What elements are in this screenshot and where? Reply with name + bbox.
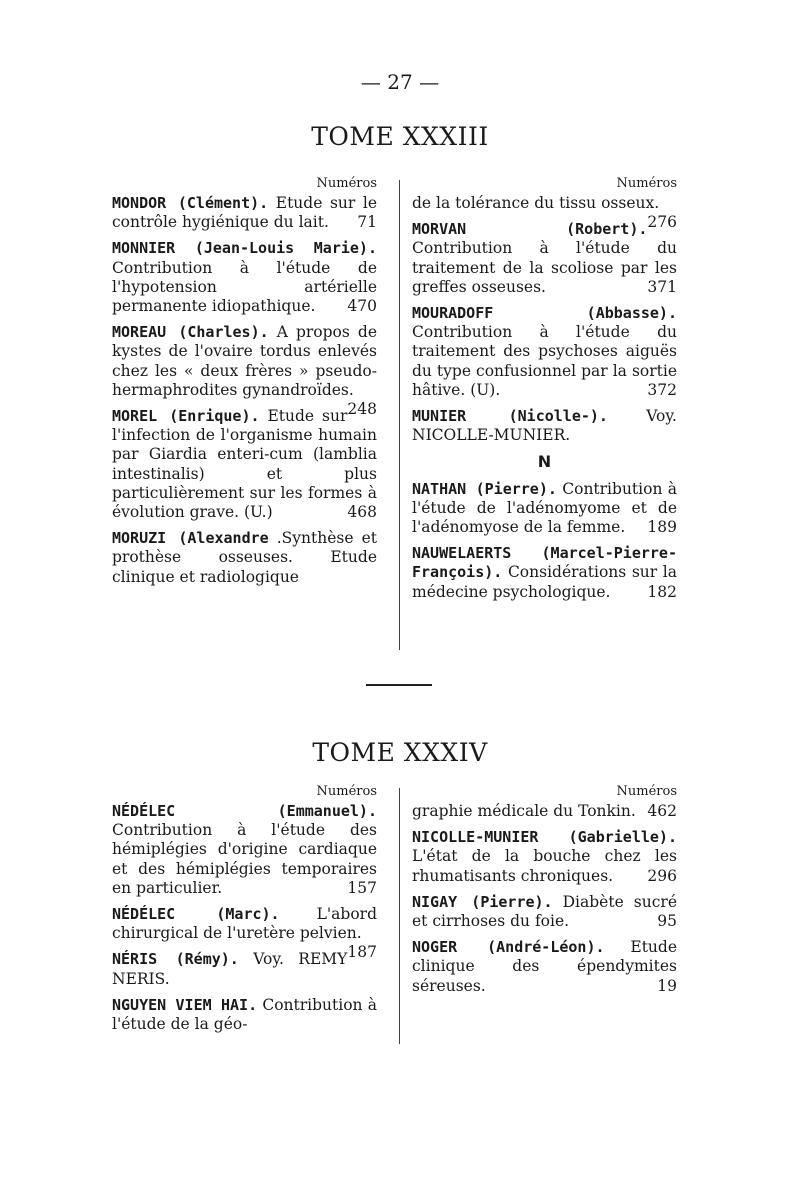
entry-author: NÉDÉLEC (Marc). (112, 905, 280, 924)
entry-number: 470 (347, 297, 377, 316)
column-right-tome-34 (412, 784, 677, 1003)
column-right-tome-33 (412, 176, 677, 609)
entry-number: 372 (647, 380, 677, 399)
entry-title: .Synthèse et prothèse osseuses. Etude clinique et radiologique (112, 529, 377, 586)
entry-author: MOURADOFF (Abbasse). (412, 304, 677, 323)
entry-number: 187 (347, 943, 377, 962)
index-entry (412, 480, 677, 538)
entry-title: Voy. REMY NERIS. (112, 950, 348, 988)
entry-number: 182 (647, 582, 677, 601)
entry-number: 157 (347, 878, 377, 897)
index-entry (112, 529, 377, 587)
entry-title: Etude sur le contrôle hygiénique du lait. (112, 194, 377, 232)
column-header: Numéros (616, 784, 677, 799)
column-divider (399, 788, 400, 1044)
entry-title: Voy. NICOLLE-MUNIER. (412, 407, 677, 445)
entry-number: 296 (647, 866, 677, 885)
entry-title: A propos de kystes de l'ovaire tordus enlevés chez les « deux frères » pseudo-hermaphrodites gynandroïdes. (112, 323, 377, 399)
entry-title: Contribution à l'étude de la géo- (112, 995, 377, 1034)
entry-number: 371 (647, 277, 677, 296)
entry-title: L'abord chirurgical de l'uretère pelvien. (112, 905, 377, 943)
section-title-tome-33: TOME XXXIII (311, 122, 489, 151)
entry-title: de la tolérance du tissu osseux. (412, 194, 660, 212)
index-entry (412, 938, 677, 996)
entry-author: NGUYEN VIEM HAI. (112, 995, 258, 1014)
entry-author: MOREL (Enrique). (112, 407, 260, 426)
entry-number: 248 (347, 400, 377, 419)
entry-author: NATHAN (Pierre). (412, 479, 557, 498)
index-entry (412, 304, 677, 400)
index-entry (412, 407, 677, 445)
index-entry (112, 802, 377, 898)
section-title-tome-34: TOME XXXIV (312, 738, 488, 767)
entry-author: NOGER (André-Léon). (412, 938, 605, 957)
page-number: — 27 — (360, 70, 440, 94)
entry-number: 19 (657, 976, 677, 995)
entry-author: NICOLLE-MUNIER (Gabrielle). (412, 828, 677, 847)
letter-heading-n: N (537, 452, 552, 472)
entry-title: L'état de la bouche chez les rhumatisants chroniques. (412, 847, 677, 885)
index-entry (112, 996, 377, 1034)
index-entry (112, 407, 377, 522)
entry-title: graphie médicale du Tonkin. (412, 802, 636, 820)
column-left-tome-34 (112, 784, 377, 1041)
entry-title: Contribution à l'étude de l'adénomyome et de l'adénomyose de la femme. (412, 479, 677, 537)
entry-author: MONNIER (Jean-Louis Marie). (112, 239, 377, 258)
column-header: Numéros (616, 176, 677, 191)
section-separator (366, 684, 432, 686)
index-entry (412, 893, 677, 931)
entry-number: 189 (647, 518, 677, 537)
entry-author: MORVAN (Robert). (412, 220, 648, 239)
entry-author: MORUZI (Alexandre (112, 529, 269, 548)
entry-number: 71 (357, 213, 377, 232)
entry-number: 276 (647, 213, 677, 232)
entry-author: NÉDÉLEC (Emmanuel). (112, 802, 377, 820)
index-entry (412, 802, 677, 821)
index-entry (412, 220, 677, 297)
index-entry (112, 950, 377, 988)
entry-author: MUNIER (Nicolle-). (412, 407, 608, 426)
column-header: Numéros (316, 784, 377, 799)
entry-title: Diabète sucré et cirrhoses du foie. (412, 892, 677, 931)
entry-title: Etude clinique des épendymites séreuses. (412, 938, 677, 995)
entry-number: 95 (657, 912, 677, 931)
column-header: Numéros (316, 176, 377, 191)
entry-title: Contribution à l'étude du traitement des psychoses aiguës du type confusionnel par la sortie hâtive. (U). (412, 323, 677, 399)
column-left-tome-33 (112, 176, 377, 594)
index-entry (112, 239, 377, 316)
index-entry (112, 194, 377, 232)
column-divider (399, 180, 400, 650)
entry-title: Contribution à l'étude de l'hypotension artérielle permanente idiopathique. (112, 258, 377, 316)
entry-author: MONDOR (Clément). (112, 194, 269, 212)
index-entry (412, 828, 677, 886)
entry-title: Etude sur l'infection de l'organisme humain par Giardia enteri-cum (lamblia intestinalis) et plus particulièrement sur les formes à évolution grave. (U.) (112, 407, 377, 522)
entry-title: Contribution à l'étude du traitement de la scoliose par les greffes osseuses. (412, 239, 677, 296)
entry-title: Contribution à l'étude des hémiplégies d'origine cardiaque et des hémiplégies temporaires en particulier. (112, 821, 377, 897)
index-entry (412, 544, 677, 602)
entry-number: 468 (347, 503, 377, 522)
entry-author: NIGAY (Pierre). (412, 892, 553, 911)
entry-author: NAUWELAERTS (Marcel-Pierre-François). (412, 544, 677, 582)
entry-number: 462 (647, 802, 677, 820)
entry-author: MOREAU (Charles). (112, 323, 269, 342)
entry-title: Considérations sur la médecine psychologique. (412, 563, 677, 601)
entry-author: NÉRIS (Rémy). (112, 950, 239, 969)
